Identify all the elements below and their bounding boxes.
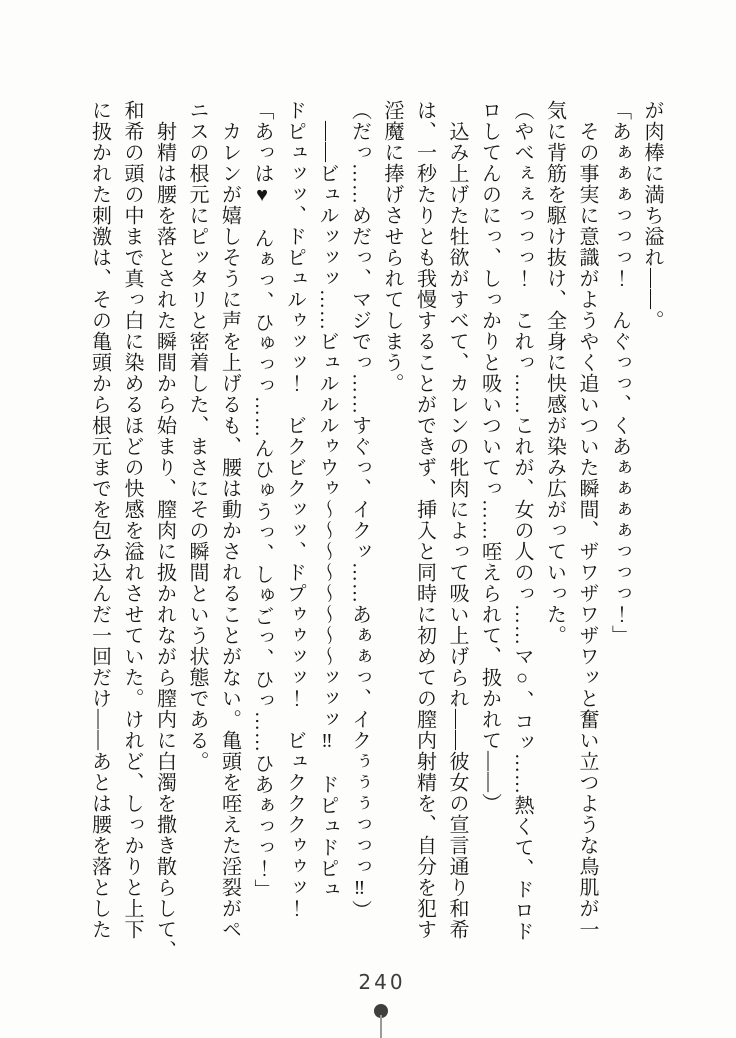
text-line: に扱かれた刺激は、その亀頭から根元までを包み込んだ一回だけ――あとは腰を落とした bbox=[88, 100, 111, 940]
page-number: 240 bbox=[358, 970, 406, 994]
text-line: 和希の頭の中まで真っ白に染めるほどの快感を溢れさせていた。けれど、しっかりと上下 bbox=[121, 100, 143, 940]
text-line: （だっ……めだっ、マジでっ……すぐっ、イクッ……あぁぁっ、イクぅぅぅっっっ‼） bbox=[348, 100, 371, 921]
text-line: その事実に意識がようやく追いついた瞬間、ザワザワザワッと奮い立つような鳥肌が一 bbox=[576, 121, 598, 940]
binding-stem-line bbox=[380, 1015, 382, 1038]
text-line: が肉棒に満ち溢れ――。 bbox=[641, 100, 663, 331]
text-line: ドピュッッ、ドピュルゥッッ！ ビクビクッッ、ドプゥゥッッ！ ビュクククゥゥッ！ bbox=[283, 100, 306, 919]
text-line: 射精は腰を落とされた瞬間から始まり、膣肉に扱かれながら膣内に白濁を撒き散らして、 bbox=[153, 121, 176, 961]
text-line: （やべぇぇっっっ！ これっ……これが、女の人のっ……マ○、コッ……熱くて、ドロド bbox=[511, 100, 533, 942]
text-line: ロしてんのにっ、しっかりと吸いついてっ……咥えられて、扱かれて――） bbox=[478, 100, 501, 814]
page-text-block bbox=[83, 100, 668, 962]
text-line: 淫魔に捧げさせられてしまう。 bbox=[381, 100, 403, 394]
text-line: カレンが嬉しそうに声を上げるも、腰は動かされることがない。亀頭を咥えた淫裂がペ bbox=[218, 121, 241, 940]
text-line: 「あぁぁぁっっっ！ んぐっっ、くあぁぁぁぁっっっ！」 bbox=[608, 100, 631, 646]
text-line: 「あっは♥ んぁっ、ひゅっっ……んひゅうっ、しゅごっ、ひっ……ひあぁっっ！」 bbox=[251, 100, 273, 900]
text-line: ニスの根元にピッタリと密着した、まさにその瞬間という状態である。 bbox=[186, 100, 208, 772]
text-line: 気に背筋を駆け抜け、全身に快感が染み広がっていった。 bbox=[543, 100, 566, 646]
text-line: ――ビュルッッッ……ビュルルルゥウゥ〜〜〜〜〜〜〜〜ッッッ‼ ドピュドピュ bbox=[316, 121, 338, 900]
text-line: 込み上げた牡欲がすべて、カレンの牝肉によって吸い上げられ――彼女の宣言通り和希 bbox=[446, 121, 468, 940]
text-line: は、一秒たりとも我慢することができず、挿入と同時に初めての膣内射精を、自分を犯す bbox=[413, 100, 436, 940]
